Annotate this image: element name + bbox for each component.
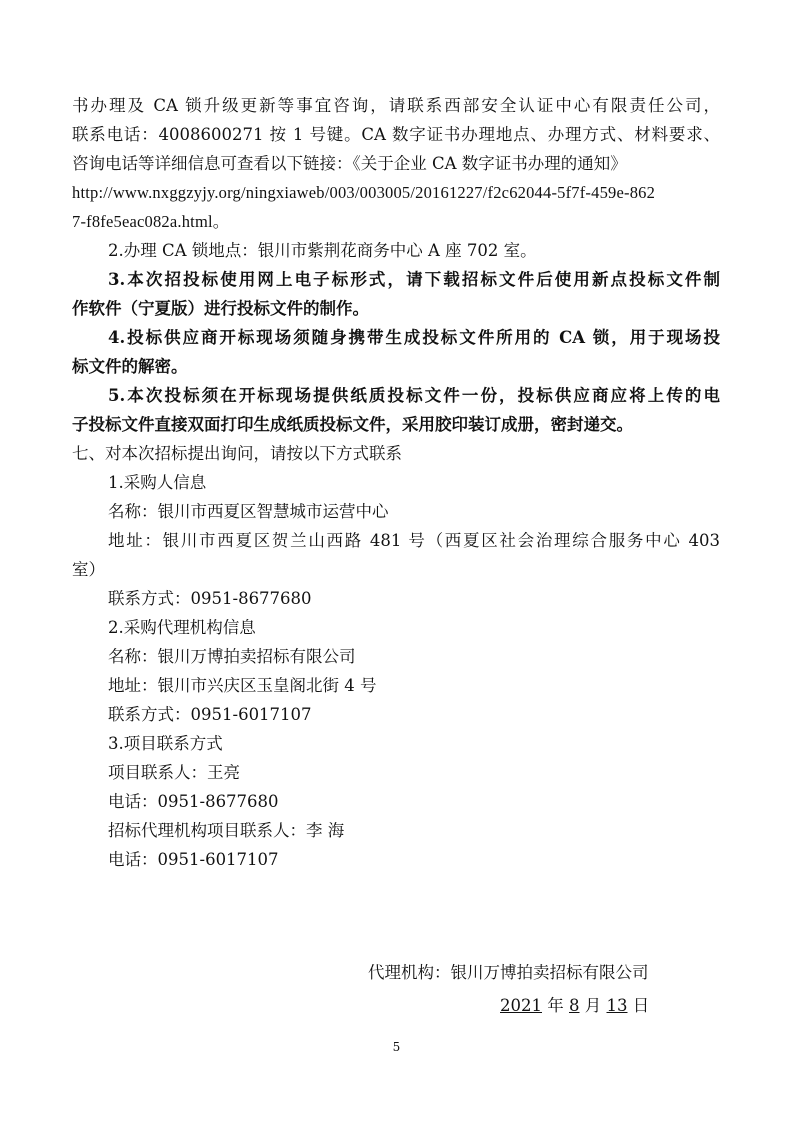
date-year: 2021: [500, 996, 542, 1015]
agency-address: 地址：银川市兴庆区玉皇阁北街 4 号: [108, 676, 377, 695]
item-5-line1: 5.本次投标须在开标现场提供纸质投标文件一份，投标供应商应将上传的电: [108, 386, 720, 405]
project-phone: 电话：0951-8677680: [108, 792, 279, 811]
agency-phone: 电话：0951-6017107: [108, 850, 279, 869]
date-month: 8: [569, 996, 580, 1015]
purchaser-address-line2: 室）: [72, 560, 105, 579]
para1-line1: 书办理及 CA 锁升级更新等事宜咨询，请联系西部安全认证中心有限责任公司，: [72, 96, 720, 115]
signature-date: [500, 995, 700, 1017]
item-4-line2: 标文件的解密。: [72, 357, 188, 376]
agency-contact: 联系方式：0951-6017107: [108, 705, 312, 724]
para1-line2: 联系电话：4008600271 按 1 号键。CA 数字证书办理地点、办理方式、材料要求、: [72, 125, 720, 144]
project-contact-person: 项目联系人：王亮: [108, 763, 240, 782]
agency-heading: 2.采购代理机构信息: [108, 618, 256, 637]
item-3-line1: 3.本次招投标使用网上电子标形式，请下载招标文件后使用新点投标文件制: [108, 270, 720, 289]
item-3-line2: 作软件（宁夏版）进行投标文件的制作。: [72, 299, 369, 318]
date-year-unit: 年: [542, 996, 569, 1015]
date-month-unit: 月: [579, 996, 607, 1015]
date-day-unit: 日: [627, 996, 650, 1015]
purchaser-heading: 1.采购人信息: [108, 473, 207, 492]
para1-line3: 咨询电话等详细信息可查看以下链接：《关于企业 CA 数字证书办理的通知》: [72, 154, 627, 173]
purchaser-name: 名称：银川市西夏区智慧城市运营中心: [108, 502, 389, 521]
agency-name: 名称：银川万博拍卖招标有限公司: [108, 647, 356, 666]
agency-contact-person: 招标代理机构项目联系人：李 海: [108, 821, 345, 840]
purchaser-contact: 联系方式：0951-8677680: [108, 589, 312, 608]
purchaser-address-line1: 地址：银川市西夏区贺兰山西路 481 号（西夏区社会治理综合服务中心 403: [108, 531, 720, 550]
date-day: 13: [606, 996, 628, 1015]
section-7-heading: 七、对本次招标提出询问，请按以下方式联系: [72, 444, 402, 463]
item-5-line2: 子投标文件直接双面打印生成纸质投标文件，采用胶印装订成册，密封递交。: [72, 415, 633, 434]
signature-agency: 代理机构：银川万博拍卖招标有限公司: [368, 963, 649, 982]
page-number: 5: [392, 1040, 401, 1054]
item-4-line1: 4.投标供应商开标现场须随身携带生成投标文件所用的 CA 锁，用于现场投: [108, 328, 720, 347]
ca-notice-url-continued[interactable]: 7-f8fe5eac082a.html。: [72, 212, 230, 231]
ca-notice-url[interactable]: http://www.nxggzyjy.org/ningxiaweb/003/003005/20161227/f2c62044-5f7f-459e-862: [72, 183, 656, 202]
project-heading: 3.项目联系方式: [108, 734, 223, 753]
item-2: 2.办理 CA 锁地点：银川市紫荆花商务中心 A 座 702 室。: [108, 241, 537, 260]
